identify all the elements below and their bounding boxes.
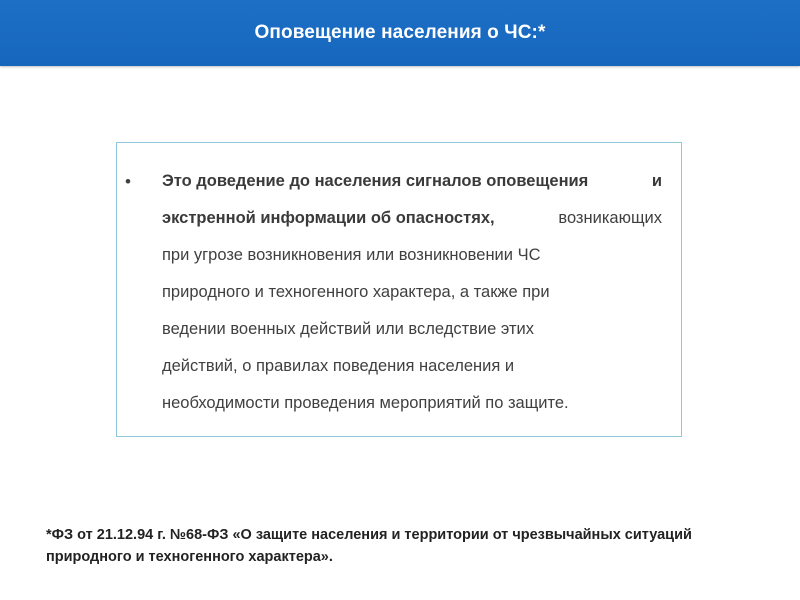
definition-line-6: действий, о правилах поведения населения и xyxy=(162,357,515,375)
definition-line-2-bold: экстренной информации об опасностях, xyxy=(162,209,495,227)
definition-line-1-end: и xyxy=(651,172,662,190)
definition-line-3: при угрозе возникновения или возникновении ЧС xyxy=(162,246,541,264)
bullet-point: • xyxy=(125,172,131,191)
definition-line-2 xyxy=(162,204,662,241)
definition-line-7: необходимости проведения мероприятий по защите. xyxy=(162,394,569,412)
definition-line-5: ведении военных действий или вследствие этих xyxy=(162,320,534,338)
definition-text xyxy=(162,167,662,426)
definition-line-1 xyxy=(162,167,662,204)
definition-line-4: природного и техногенного характера, а также при xyxy=(162,283,550,301)
definition-line-2-rest: возникающих xyxy=(558,209,662,227)
footnote-line-1: *ФЗ от 21.12.94 г. №68-ФЗ «О защите населения и территории от чрезвычайных ситуаций xyxy=(46,527,692,543)
footnote-line-2: природного и техногенного характера». xyxy=(46,549,333,565)
footnote xyxy=(46,524,766,568)
definition-line-1-main: Это доведение до населения сигналов оповещения xyxy=(162,172,589,190)
slide-title: Оповещение населения о ЧС:* xyxy=(254,22,546,43)
